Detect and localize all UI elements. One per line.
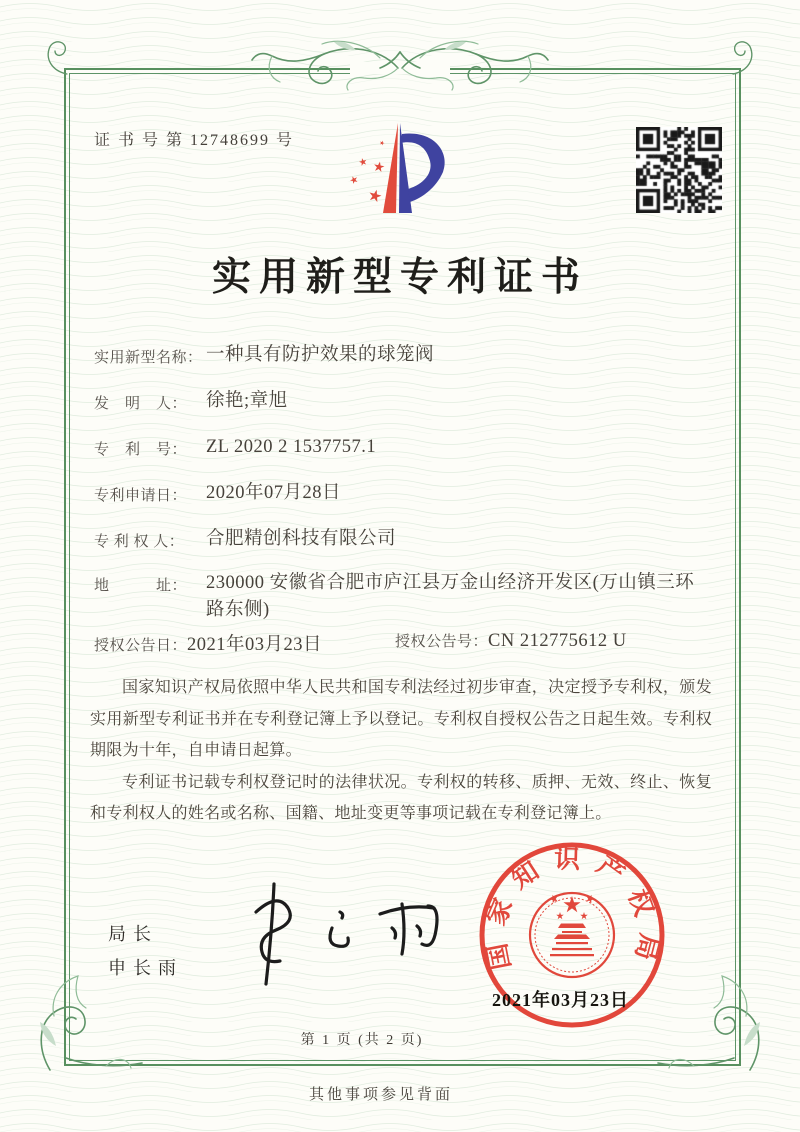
field-label: 专 利 权 人： [94,534,185,550]
certificate-number: 证 书 号 第 12748699 号 [94,132,295,149]
grant-number-pair [395,630,627,652]
field-row-address [94,570,706,624]
handwritten-signature [222,878,452,993]
field-value: 徐艳;章旭 [206,391,288,411]
certificate-title: 实用新型专利证书 [211,256,588,299]
field-row-inventors [94,388,706,415]
field-label: 专 利 号： [94,442,188,458]
cnipa-logo [336,112,456,217]
commissioner-name: 申长雨 [108,958,183,978]
field-value: ZL 2020 2 1537757.1 [206,437,377,457]
field-label: 专利申请日： [94,488,188,504]
field-row-patent-number [94,434,706,461]
field-label: 实用新型名称： [94,350,203,366]
page-number: 第 1 页 (共 2 页) [300,1033,424,1048]
field-row-patentee [94,526,706,553]
field-label: 发 明 人： [94,396,188,412]
field-row-filing-date [94,480,706,507]
field-value: 一种具有防护效果的球笼阀 [206,345,435,365]
field-label: 地 址： [94,578,188,594]
grant-date-pair [94,630,322,656]
grant-number-label: 授权公告号： [395,634,489,650]
svg-text:国家知识产权局 [480,844,664,976]
qr-canvas [636,127,722,213]
qr-code [636,127,722,213]
back-side-note: 其他事项参见背面 [308,1087,453,1103]
commissioner-title: 局长 [108,924,158,944]
seal-text: 国家知识产权局 [479,844,665,977]
seal-date: 2021年03月23日 [492,990,629,1010]
legal-text-block [90,672,712,830]
grant-number-value: CN 212775612 U [488,631,627,651]
field-value: 合肥精创科技有限公司 [206,529,397,549]
field-row-utility-model-name [94,342,706,369]
legal-paragraph-2: 专利证书记载专利权登记时的法律状况。专利权的转移、质押、无效、终止、恢复和专利权人的姓名或名称、国籍、地址变更等事项记载在专利登记簿上。 [90,773,712,822]
field-value: 2020年07月28日 [206,483,342,503]
legal-paragraph-1: 国家知识产权局依照中华人民共和国专利法经过初步审查，决定授予专利权，颁发实用新型专利证书并在专利登记簿上予以登记。专利权自授权公告之日起生效。专利权期限为十年，自申请日起算。 [90,679,712,759]
grant-date-value: 2021年03月23日 [187,635,323,655]
field-value: 230000 安徽省合肥市庐江县万金山经济开发区(万山镇三环路东侧) [206,573,695,620]
grant-date-label: 授权公告日： [94,638,188,654]
